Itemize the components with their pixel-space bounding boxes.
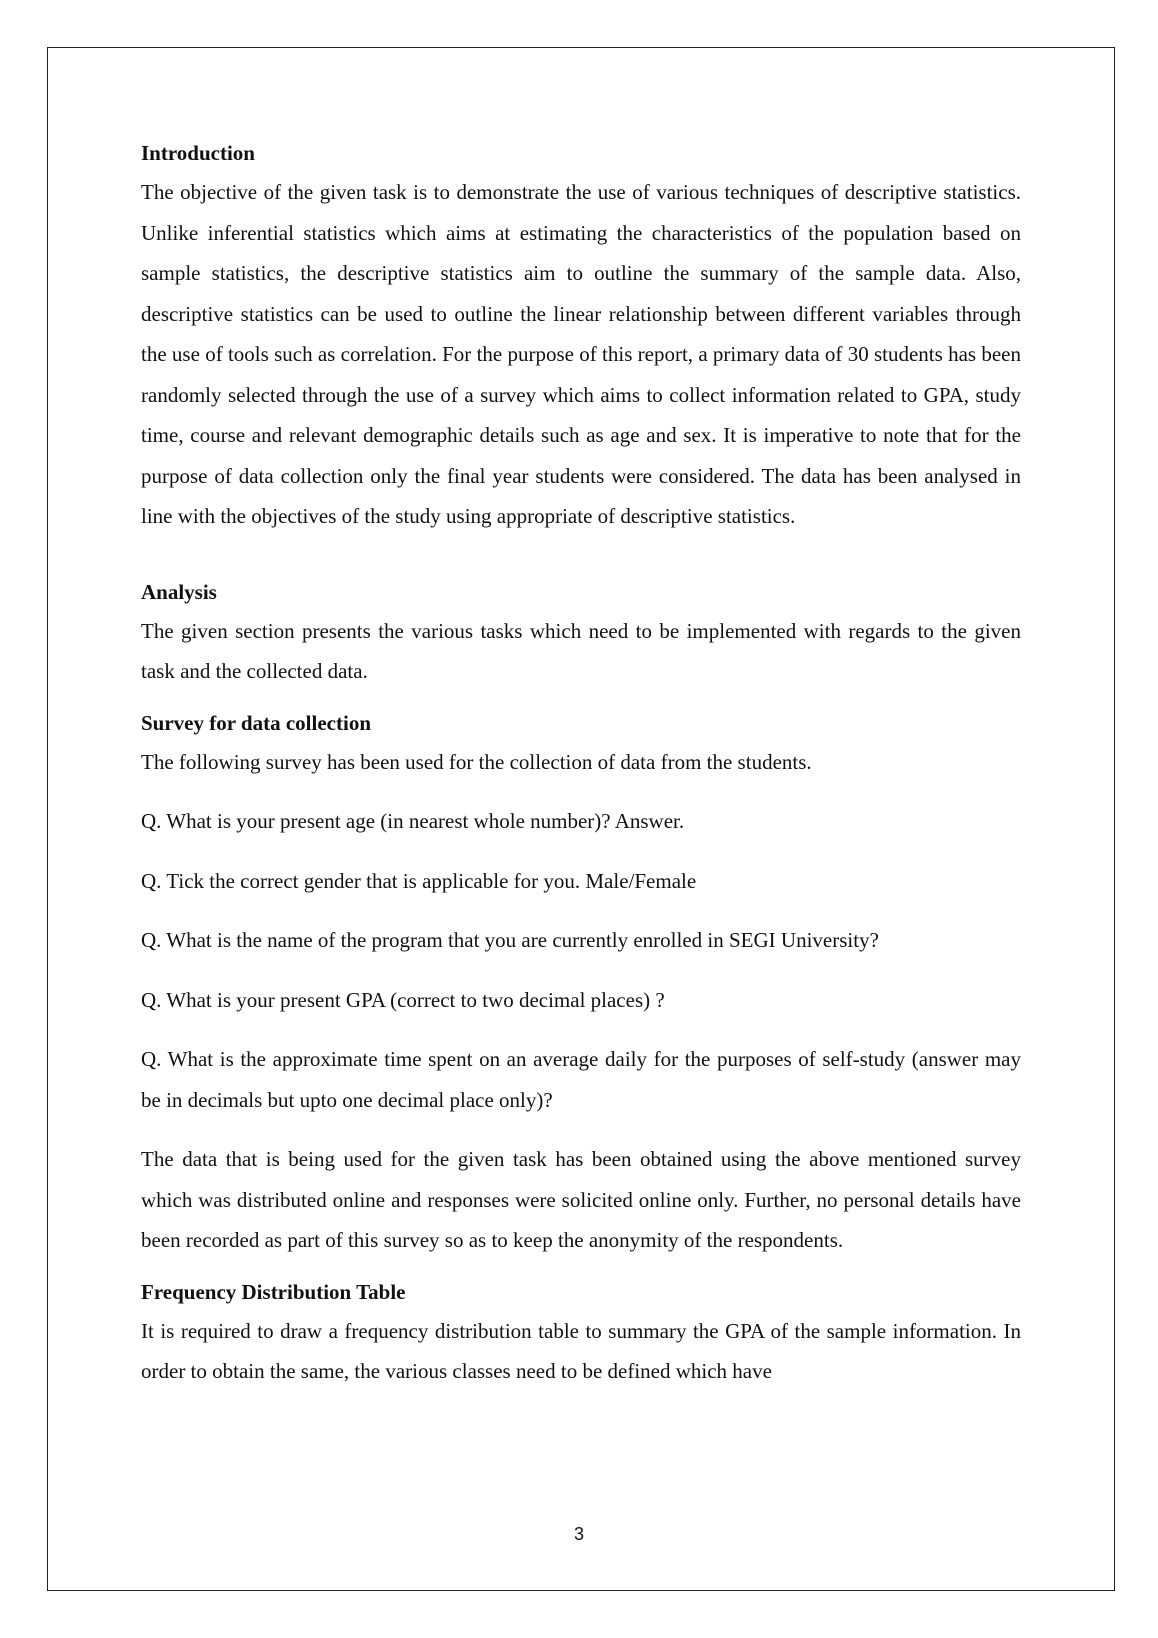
survey-question-study-time: Q. What is the approximate time spent on an average daily for the purposes of self-study (answer may be in decimals but upto one decimal place only)? (141, 1047, 1021, 1112)
survey-closing-paragraph: The data that is being used for the given task has been obtained using the above mentioned survey which was distributed online and responses were solicited online only. Further, no personal details have been recorded as part of this survey so as to keep the anonymity of the respondents. (141, 1147, 1021, 1252)
survey-intro-paragraph: The following survey has been used for the collection of data from the students. (141, 749, 812, 774)
page-number: 3 (573, 1524, 584, 1544)
introduction-heading: Introduction (141, 141, 255, 165)
document-body (141, 138, 1021, 1392)
introduction-paragraph: The objective of the given task is to demonstrate the use of various techniques of descriptive statistics. Unlike inferential statistics which aims at estimating the characteristics of the population based on sample statistics, the descriptive statistics aim to outline the summary of the sample data. Also, descriptive statistics can be used to outline the linear relationship between different variables through the use of tools such as correlation. For the purpose of this report, a primary data of 30 students has been randomly selected through the use of a survey which aims to collect information related to GPA, study time, course and relevant demographic details such as age and sex. It is imperative to note that for the purpose of data collection only the final year students were considered. The data has been analysed in line with the objectives of the study using appropriate of descriptive statistics. (141, 180, 1021, 528)
analysis-paragraph: The given section presents the various tasks which need to be implemented with regards to the given task and the collected data. (141, 618, 1021, 683)
survey-question-age: Q. What is your present age (in nearest whole number)? Answer. (141, 809, 685, 833)
survey-question-gender: Q. Tick the correct gender that is applicable for you. Male/Female (141, 868, 697, 893)
frequency-paragraph: It is required to draw a frequency distribution table to summary the GPA of the sample information. In order to obtain the same, the various classes need to be defined which have (141, 1318, 1021, 1383)
survey-question-gpa: Q. What is your present GPA (correct to two decimal places) ? (141, 987, 665, 1012)
frequency-heading: Frequency Distribution Table (141, 1279, 406, 1304)
survey-heading: Survey for data collection (141, 710, 371, 735)
analysis-heading: Analysis (141, 579, 217, 604)
survey-question-program: Q. What is the name of the program that you are currently enrolled in SEGI University? (141, 928, 879, 952)
